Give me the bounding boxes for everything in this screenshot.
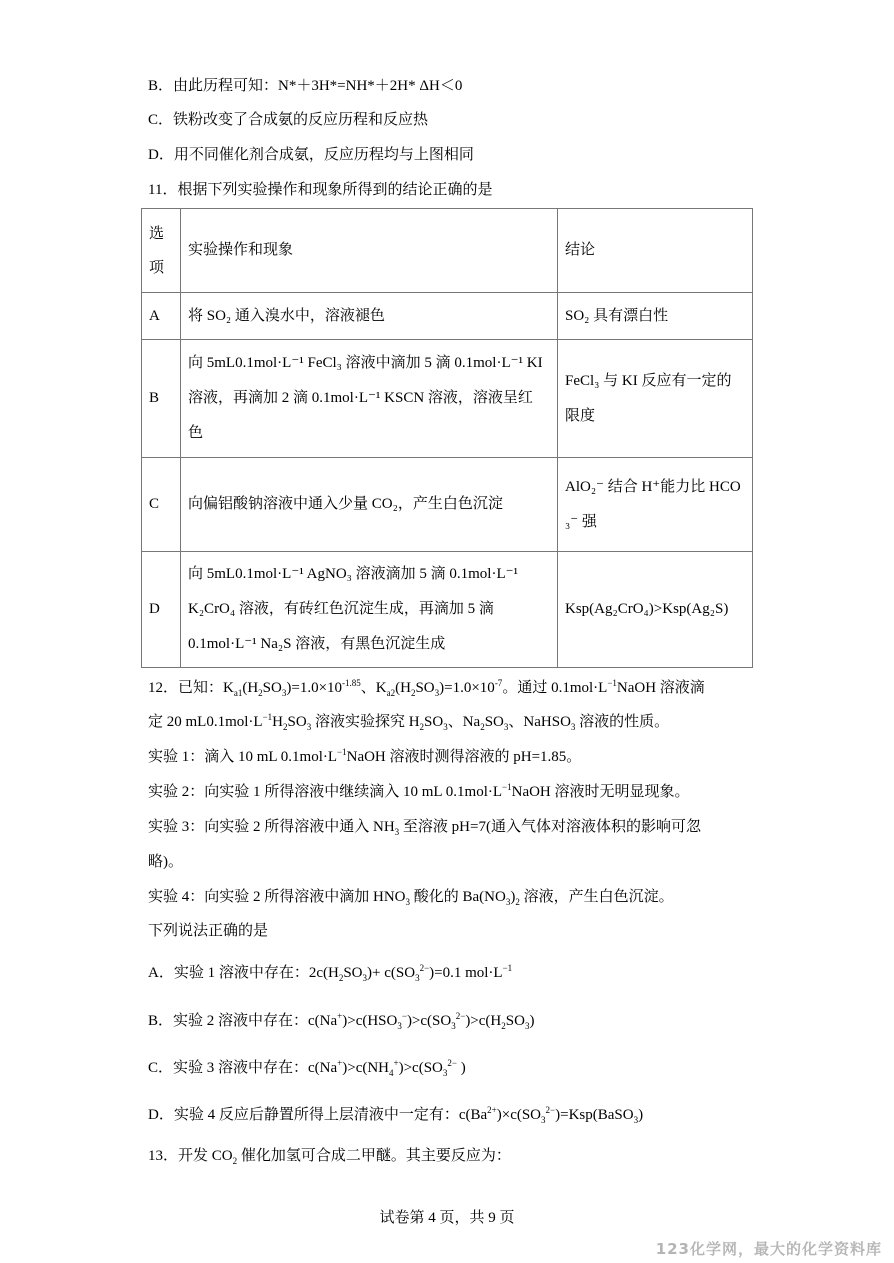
option-b-q12: B．实验 2 溶液中存在：$c(Na^+)>c(HSO_3^-)>c(SO_3^{2-})>c(H_2SO_3)$ (148, 1011, 535, 1031)
row-a-operation: 将 SO₂ 通入溴水中，溶液褪色 (181, 293, 558, 340)
option-d-q10: D．用不同催化剂合成氨，反应历程均与上图相同 (148, 147, 474, 163)
question-12-line-2: 定 20 $mL0.1mol\cdot L^{-1}H_2SO_3$ 溶液实验探究 $H_2SO_3$、$Na_2SO_3$、NaHSO$_3$ 溶液的性质。 (148, 712, 670, 732)
header-operation: 实验操作和现象 (181, 209, 558, 293)
row-a-conclusion: SO₂ 具有漂白性 (558, 293, 753, 340)
experiment-3: 实验 3：向实验 2 所得溶液中通入 $NH_3$ 至溶液 pH=7(通入气体对溶液体积的影响可忽 (148, 819, 701, 837)
table-header-row (142, 209, 753, 293)
question-11-stem: 11．根据下列实验操作和现象所得到的结论正确的是 (148, 182, 493, 198)
row-c-option: C (142, 458, 181, 552)
experiment-1: 实验 1：滴入 10 mL $0.1mol\cdot L^{-1}NaOH$ 溶液时测得溶液的 pH=1.85。 (148, 747, 582, 765)
row-b-operation: 向 5mL0.1mol·L⁻¹ FeCl₃ 溶液中滴加 5 滴 0.1mol·L⁻¹ KI 溶液，再滴加 2 滴 0.1mol·L⁻¹ KSCN 溶液，溶液呈红 色 (181, 340, 558, 458)
page-footer: 试卷第 4 页，共 9 页 (379, 1210, 515, 1226)
experiment-3-cont: 略)。 (148, 854, 183, 870)
watermark: 123化学网，最大的化学资料库 (655, 1240, 882, 1258)
option-d-q12: D．实验 4 反应后静置所得上层清液中一定有：$c(Ba^{2+})\times c(SO_3^{2-})=Ksp(BaSO_3)$ (148, 1105, 644, 1125)
row-d-operation: 向 5mL0.1mol·L⁻¹ AgNO₃ 溶液滴加 5 滴 0.1mol·L⁻¹ K₂CrO₄ 溶液，有砖红色沉淀生成，再滴加 5 滴 0.1mol·L⁻¹ Na₂S 溶液，有黑色沉淀生成 (181, 552, 558, 668)
question-12-ask: 下列说法正确的是 (148, 923, 269, 939)
option-a-q12: A．实验 1 溶液中存在：$2c(H_2SO_3)+ c(SO_3^{2-})=0.1$ $mol\cdot L^{-1}$ (148, 963, 513, 983)
table-row (142, 293, 753, 340)
option-b-q10: B．由此历程可知：N*＋3H*=NH*＋2H* ΔH＜0 (148, 78, 463, 94)
row-b-option: B (142, 340, 181, 458)
table-row (142, 340, 753, 458)
row-d-conclusion: Ksp(Ag₂CrO₄)>Ksp(Ag₂S) (558, 552, 753, 668)
header-conclusion: 结论 (558, 209, 753, 293)
experiment-4: 实验 4：向实验 2 所得溶液中滴加 $HNO_3$ 酸化的 $Ba(NO_3)_2$ 溶液，产生白色沉淀。 (148, 889, 674, 907)
question-13-stem: 13．开发 $CO_2$ 催化加氢可合成二甲醚。其主要反应为： (148, 1148, 511, 1166)
option-c-q12: C．实验 3 溶液中存在：$c(Na^+)>c(NH_4^+)>c(SO_3^{2-}$ ) (148, 1058, 466, 1078)
option-c-q10: C．铁粉改变了合成氨的反应历程和反应热 (148, 112, 429, 128)
row-b-conclusion: FeCl₃ 与 KI 反应有一定的 限度 (558, 340, 753, 458)
row-d-option: D (142, 552, 181, 668)
table-row (142, 552, 753, 668)
table-row (142, 458, 753, 552)
question-12-line-1: 12．已知：$K_{a1}(H_2SO_3)=1.0\times 10^{-1.85}$、$K_{a2}(H_2SO_3)=1.0\times 10^{-7}$。通过 $0.1mol\cdot L^{-1}NaOH$ 溶液滴 (148, 678, 705, 698)
header-option: 选 项 (142, 209, 181, 293)
experiment-2: 实验 2：向实验 1 所得溶液中继续滴入 10 mL $0.1mol\cdot L^{-1}NaOH$ 溶液时无明显现象。 (148, 782, 690, 800)
question-11-table (141, 208, 753, 668)
row-a-option: A (142, 293, 181, 340)
row-c-conclusion: AlO₂⁻ 结合 H⁺能力比 HCO ₃⁻ 强 (558, 458, 753, 552)
row-c-operation: 向偏铝酸钠溶液中通入少量 CO₂，产生白色沉淀 (181, 458, 558, 552)
